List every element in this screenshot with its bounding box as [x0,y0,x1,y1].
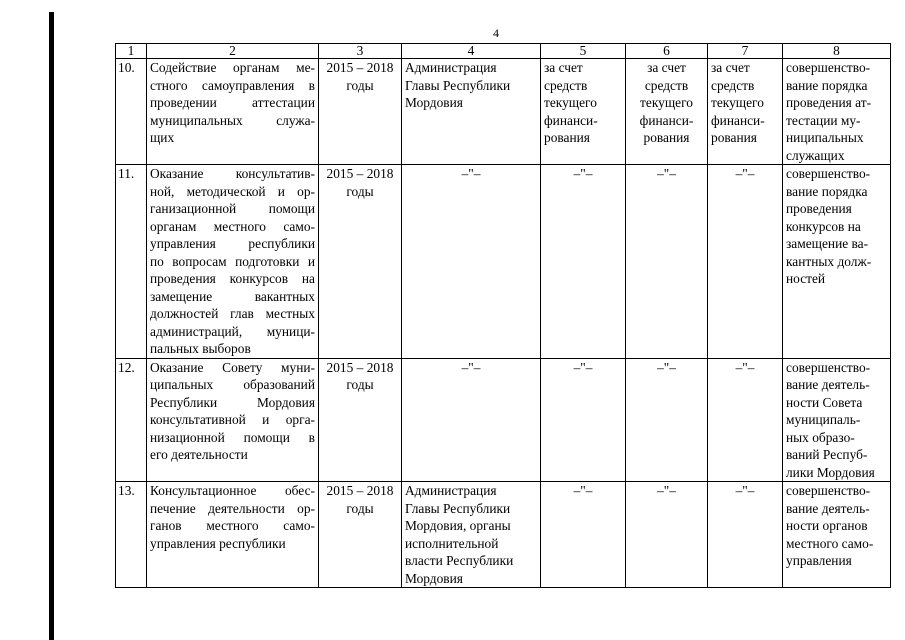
funding-cell [626,59,708,165]
measure-cell [147,165,319,359]
cell-line: Администрация [405,60,497,75]
result-cell [783,165,891,359]
cell-line: совершенство- [786,483,871,498]
cell-line: Главы Республики [405,500,511,516]
cell-line: –"– [573,359,593,375]
result-cell [783,482,891,588]
cell-text: 11. [118,166,135,181]
cell-line: Консультационное обес- [150,483,315,498]
cell-line: годы [346,183,374,199]
cell-line: ной, методической и ор- [150,183,315,199]
cell-line: проведения ат- [786,95,872,110]
period-cell [319,482,402,588]
cell-line: финанси- [711,112,765,128]
cell-line: управления республики [150,236,315,251]
header-cell: 8 [783,44,891,59]
cell-line: средств [544,77,588,93]
cell-line: рования [711,130,757,145]
table-row [116,358,891,482]
cell-line: замещение ва- [786,236,869,251]
cell-line: органам местного само- [150,218,315,234]
cell-line: низационной помощи в [150,429,315,445]
cell-line: совершенство- [786,166,871,181]
cell-line: проведения конкурсов на [150,271,315,286]
funding-cell [541,482,626,588]
cell-line: вание деятель- [786,377,870,392]
funding-cell [541,59,626,165]
row-number-cell [116,482,147,588]
cell-line: пальных выборов [150,341,251,356]
cell-line: Республики Мордовия [150,394,315,410]
cell-line: ностей [786,271,826,286]
cell-line: консультативной и орга- [150,412,315,427]
measures-table [115,43,891,588]
cell-line: Содействие органам ме- [150,60,315,75]
cell-line: годы [346,77,374,93]
funding-cell [708,59,783,165]
cell-line: проведения [786,201,852,216]
cell-line: муниципаль- [786,412,861,427]
header-cell: 2 [147,44,319,59]
period-cell [319,59,402,165]
cell-line: финанси- [544,112,598,128]
funding-cell [541,165,626,359]
cell-line: Мордовия [405,95,463,110]
cell-text: 12. [118,359,135,375]
executor-cell [402,482,541,588]
cell-line: –"– [657,483,676,498]
period-cell [319,358,402,482]
cell-line: Администрация [405,483,497,498]
cell-line: текущего [711,95,764,110]
funding-cell [541,358,626,482]
cell-line: Главы Республики [405,77,511,93]
header-cell: 6 [626,44,708,59]
cell-line: служащих [786,147,845,163]
cell-line: –"– [735,359,755,375]
binding-line [49,12,54,640]
header-cell: 3 [319,44,402,59]
cell-line: Мордовия, органы [405,518,511,533]
funding-cell [708,165,783,359]
cell-line: по вопросам подготовки и [150,253,315,269]
cell-line: –"– [657,359,676,375]
header-cell: 1 [116,44,147,59]
cell-line: власти Республики [405,553,514,568]
cell-line: –"– [657,166,676,181]
cell-line: текущего [640,95,693,110]
cell-line: ниципальных [786,130,864,145]
cell-line: управления республики [150,535,286,551]
cell-line: должностей глав местных [150,306,315,321]
cell-line: 2015 – 2018 [326,60,394,75]
cell-line: Оказание консультатив- [150,166,315,181]
cell-line: ципальных образований [150,377,315,392]
header-cell: 4 [402,44,541,59]
cell-line: средств [711,77,755,93]
page-number: 4 [493,26,499,40]
cell-line: проведении аттестации [150,95,315,110]
cell-line: ваний Респуб- [786,447,868,462]
cell-line: ганизационной помощи [150,201,315,216]
cell-line: муниципальных служа- [150,112,315,128]
cell-line: 2015 – 2018 [326,359,394,375]
funding-cell [708,482,783,588]
cell-line: совершенство- [786,60,871,75]
result-cell [783,59,891,165]
cell-line: исполнительной [405,535,499,551]
row-number-cell [116,165,147,359]
cell-line: стного самоуправления в [150,77,315,93]
cell-line: кантных долж- [786,253,872,269]
cell-text: 10. [118,60,135,75]
measure-cell [147,482,319,588]
header-cell: 7 [708,44,783,59]
executor-cell [402,165,541,359]
cell-line: текущего [544,95,597,110]
cell-line: –"– [461,359,481,375]
cell-line: –"– [735,166,755,181]
table-row [116,165,891,359]
funding-cell [626,358,708,482]
cell-line: печение деятельности ор- [150,500,315,516]
table-row [116,482,891,588]
cell-line: Оказание Совету муни- [150,359,315,375]
cell-line: управления [786,553,852,568]
cell-line: средств [644,77,689,93]
cell-line: ности Совета [786,394,863,410]
executor-cell [402,59,541,165]
period-cell [319,165,402,359]
funding-cell [708,358,783,482]
header-row [116,44,891,59]
cell-line: –"– [735,483,755,498]
row-number-cell [116,358,147,482]
cell-line: финанси- [639,112,694,128]
row-number-cell [116,59,147,165]
cell-line: рования [544,130,590,145]
cell-line: вание порядка [786,183,868,199]
cell-line: вание деятель- [786,500,870,516]
cell-line: ганов местного само- [150,518,315,533]
cell-line: совершенство- [786,359,871,375]
result-cell [783,358,891,482]
cell-line: Мордовия [405,570,463,586]
funding-cell [626,165,708,359]
cell-text: 13. [118,483,135,498]
cell-line: годы [346,500,374,516]
measure-cell [147,358,319,482]
table-row [116,59,891,165]
cell-line: –"– [573,483,593,498]
cell-line: рования [643,130,690,145]
cell-line: его деятельности [150,447,248,462]
cell-line: лики Мордовия [786,464,875,480]
cell-line: за счет [544,60,583,75]
funding-cell [626,482,708,588]
cell-line: щих [150,130,175,145]
header-cell: 5 [541,44,626,59]
executor-cell [402,358,541,482]
cell-line: –"– [461,166,481,181]
cell-line: –"– [573,166,593,181]
cell-line: ности органов [786,518,868,533]
cell-line: администраций, муници- [150,323,315,339]
measure-cell [147,59,319,165]
cell-line: годы [346,377,374,392]
cell-line: за счет [711,60,750,75]
cell-line: 2015 – 2018 [326,483,394,498]
cell-line: за счет [647,60,686,75]
cell-line: конкурсов на [786,218,861,234]
cell-line: вание порядка [786,77,868,93]
cell-line: замещение вакантных [150,288,315,304]
cell-line: 2015 – 2018 [326,166,394,181]
cell-line: тестации му- [786,112,861,128]
cell-line: местного само- [786,535,874,551]
cell-line: ных образо- [786,429,855,445]
